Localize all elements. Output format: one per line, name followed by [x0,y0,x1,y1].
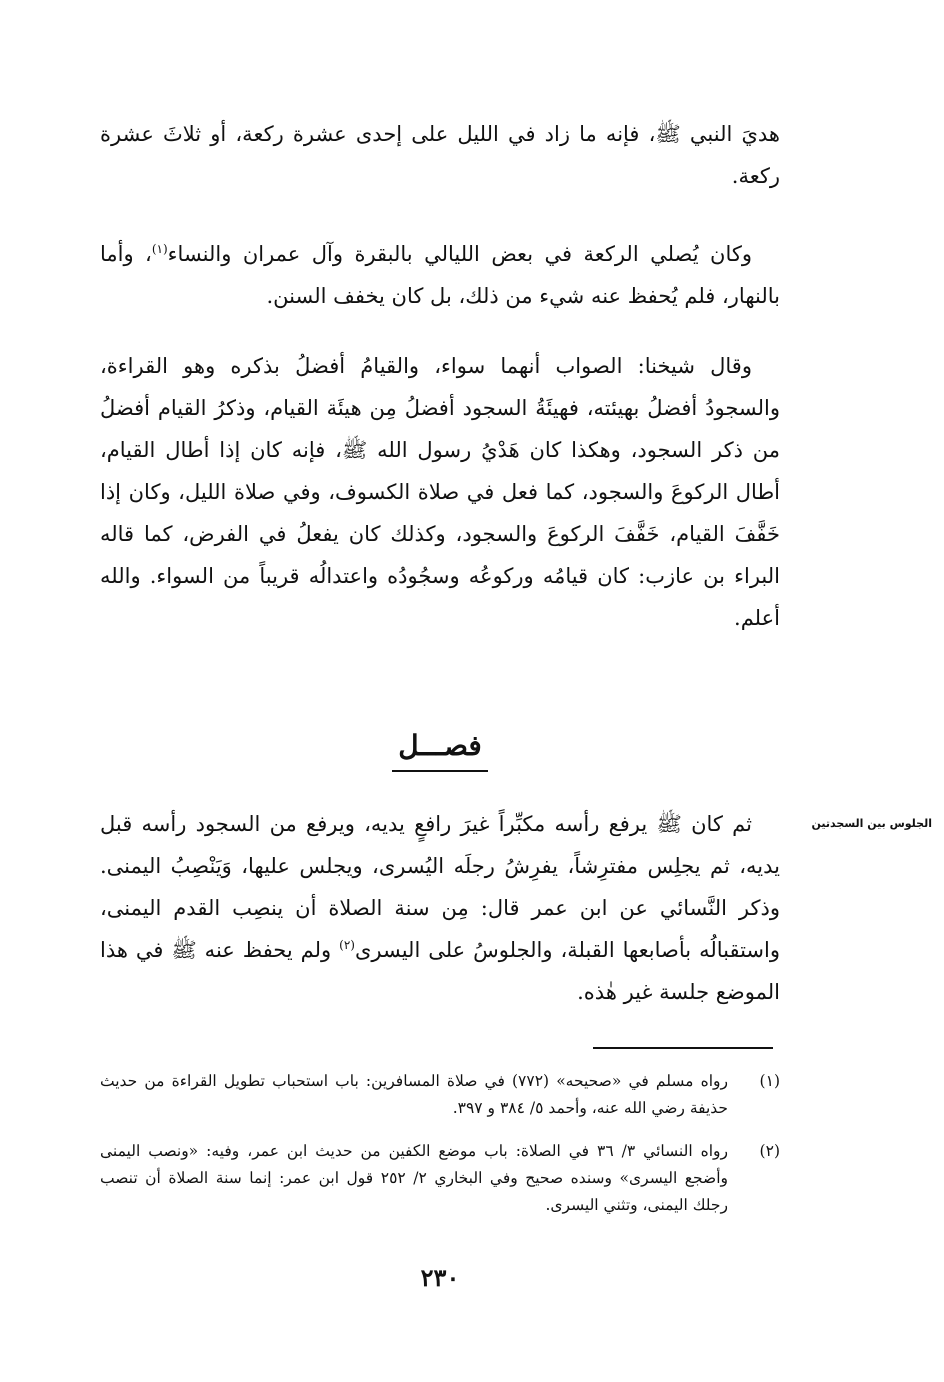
footnote-1 [100,1068,780,1122]
paragraph-2 [100,233,780,317]
section-heading-text: فصـــل [392,724,487,772]
footnote-text: رواه النسائي ٣/ ٣٦ في الصلاة: باب موضع الكفين من حديث ابن عمر، وفيه: «ونصب اليمنى وأضجع اليسرى» وسنده صحيح وفي البخاري ٢/ ٢٥٢ قول ابن عمر: إنما سنة الصلاة أن تنصب رجلك اليمنى، وتثني اليسرى. [100,1142,728,1214]
footnote-divider [593,1047,773,1049]
footnote-ref-2[interactable]: (٢) [339,938,355,952]
paragraph-4-text-end: ولم يحفظ عنه ﷺ في هذا الموضع جلسة غير هٰذه. [100,938,780,1004]
footnote-marker: (٢) [759,1142,780,1160]
paragraph-2-text-end: ، وأما بالنهار، فلم يُحفظ عنه شيء من ذلك، بل كان يخفف السنن. [100,242,780,308]
paragraph-4 [100,803,780,1013]
footnote-2 [100,1138,780,1219]
page-number: ٢٣٠ [420,1263,460,1292]
footnote-ref-1[interactable]: (١) [151,242,168,256]
paragraph-1: هديَ النبي ﷺ، فإنه ما زاد في الليل على إحدى عشرة ركعة، أو ثلاثَ عشرة ركعة. [100,122,780,188]
paragraph-2-text-start: وكان يُصلي الركعة في بعض الليالي بالبقرة وآل عمران والنساء [167,242,752,266]
paragraph-4-text-start: ثم كان ﷺ يرفع رأسه مكبِّراً غيرَ رافعٍ يديه، ويرفع من السجود رأسه قبل يديه، ثم يجلِس مفترِشاً، يفرِشُ رجلَه اليُسرى، ويجلس عليها، وَيَنْصِبُ اليمنى. وذكر النَّسائي عن ابن عمر قال: مِن سنة الصلاة أن ينصِب القدم اليمنى، واستقبالُه بأصابعها القبلة، والجلوسُ على اليسرى [100,812,780,962]
footnote-text: رواه مسلم في «صحيحه» (٧٧٢) في صلاة المسافرين: باب استحباب تطويل القراءة من حديث حذيفة رضي الله عنه، وأحمد ٥/ ٣٨٤ و ٣٩٧. [100,1072,729,1117]
margin-note: الجلوس بين السجدتين [811,817,932,830]
section-heading [100,724,780,772]
paragraph-3 [100,345,780,639]
paragraph-3-text: وقال شيخنا: الصواب أنهما سواء، والقيامُ أفضلُ بذكره وهو القراءة، والسجودُ أفضلُ بهيئته، فهيئَةُ السجود أفضلُ مِن هيئَة القيام، وذكرُ القيام أفضلُ من ذكر السجود، وهكذا كان هَدْيُ رسول الله ﷺ، فإنه كان إذا أطال القيام، أطال الركوعَ والسجود، كما فعل في صلاة الكسوف، وفي صلاة الليل، وكان إذا خَفَّفَ القيام، خَفَّفَ الركوعَ والسجود، وكذلك كان يفعلُ في الفرض، كما قاله البراء بن عازب: كان قيامُه وركوعُه وسجُودُه واعتدالُه قريباً من السواء. والله أعلم. [100,354,781,630]
footnote-marker: (١) [759,1072,780,1090]
